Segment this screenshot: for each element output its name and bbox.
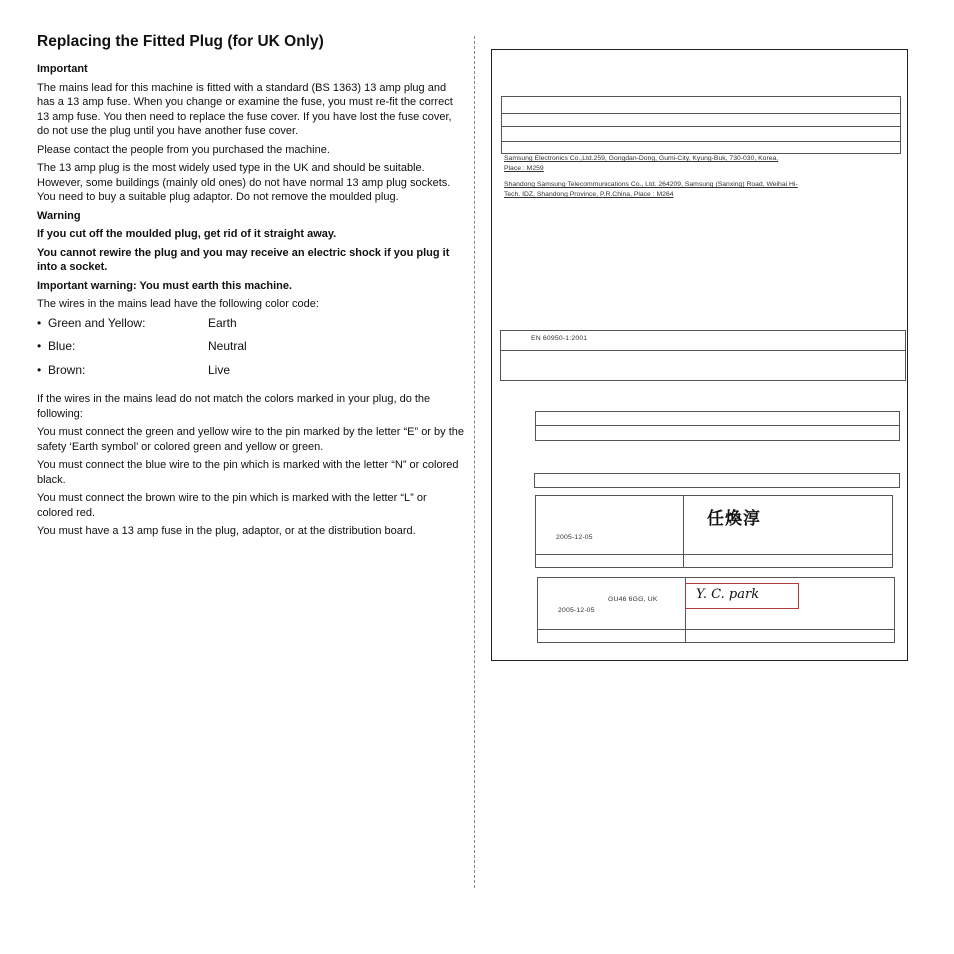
info-table [534, 473, 900, 488]
table-rule [501, 113, 901, 114]
info-table [535, 411, 900, 441]
bullet-icon: • [37, 339, 42, 353]
bullet-icon: • [37, 362, 42, 377]
warning-cut-off: If you cut off the moulded plug, get rid of it straight away. [37, 228, 337, 240]
signature-representative: Y. C. park [696, 587, 760, 602]
manufacturer-address-china [504, 180, 904, 200]
signature-frame [685, 583, 799, 609]
warning-earth: Important warning: You must earth this machine. [37, 279, 293, 292]
wire-function: Live [208, 362, 231, 377]
wire-color: Green and Yellow: [48, 315, 146, 330]
paragraph-blue: You must connect the blue wire to the pin which is marked with the letter “N” or colored black. [37, 459, 459, 486]
signature-manufacturer: 任煥淳 [707, 509, 761, 529]
representative-postcode: GU46 6GG, UK [608, 596, 658, 603]
issue-date: 2005-12-05 [556, 534, 593, 541]
paragraph-brown: You must connect the brown wire to the pin which is marked with the letter “L” or colored red. [37, 492, 427, 519]
paragraph-color-code: The wires in the mains lead have the following color code: [37, 298, 319, 310]
issue-date: 2005-12-05 [558, 607, 595, 614]
warning-heading: Warning [37, 209, 81, 222]
table-rule [500, 350, 906, 351]
table-rule [501, 141, 901, 142]
paragraph-mismatch: If the wires in the mains lead do not match the colors marked in your plug, do the following: [37, 393, 431, 420]
table-rule [537, 629, 895, 630]
table-rule [501, 126, 901, 127]
declaration-certificate [491, 49, 908, 661]
warning-rewire: You cannot rewire the plug and you may receive an electric shock if you plug it into a socket. [37, 246, 450, 273]
page-title: Replacing the Fitted Plug (for UK Only) [37, 33, 324, 50]
address-line: Place : M259 [504, 165, 544, 172]
list-item [37, 339, 465, 363]
list-item [37, 316, 465, 340]
wire-function: Neutral [208, 339, 247, 353]
wire-color: Blue: [48, 339, 76, 353]
address-line: Tech. IDZ, Shandong Province, P.R.China, Place : M264 [504, 191, 674, 198]
left-column [37, 32, 465, 543]
table-rule [535, 425, 900, 426]
table-rule [683, 495, 684, 568]
important-heading: Important [37, 63, 88, 75]
wire-color: Brown: [48, 362, 86, 377]
wire-function: Earth [208, 315, 237, 330]
bullet-icon: • [37, 315, 42, 330]
column-divider [474, 36, 475, 888]
standard-number: EN 60950-1:2001 [531, 335, 588, 342]
list-item [37, 363, 465, 387]
paragraph-contact: Please contact the people from you purchased the machine. [37, 143, 330, 156]
paragraph-green-yellow: You must connect the green and yellow wire to the pin marked by the letter “E” or by the safety ‘Earth symbol’ or colored green and yellow or green. [37, 426, 464, 453]
paragraph-fuse: The mains lead for this machine is fitted with a standard (BS 1363) 13 amp plug and has a 13 amp fuse. When you change or examine the fuse, you must re-fit the correct 13 amp fuse. You then need to replace the fuse cover. If you have lost the fuse cover, do not use the plug until you have another fuse cover. [37, 81, 453, 137]
paragraph-plug-type: The 13 amp plug is the most widely used type in the UK and should be suitable. However, some buildings (mainly old ones) do not have normal 13 amp plug sockets. You need to buy a suitable plug adaptor. Do not remove the moulded plug. [37, 162, 451, 203]
address-line: Samsung Electronics Co.,Ltd.259, Gongdan-Dong, Gumi-City, Kyung-Buk, 730-030, Korea, [504, 155, 779, 162]
address-line: Shandong Samsung Telecommunications Co., Ltd. 264209, Samsung (Sanxing) Road, Weihai Hi- [504, 181, 798, 188]
paragraph-fuse-location: You must have a 13 amp fuse in the plug, adaptor, or at the distribution board. [37, 525, 416, 537]
manufacturer-address-korea [504, 154, 778, 174]
info-table [501, 96, 901, 154]
wire-color-list [37, 316, 465, 387]
table-rule [535, 554, 893, 555]
